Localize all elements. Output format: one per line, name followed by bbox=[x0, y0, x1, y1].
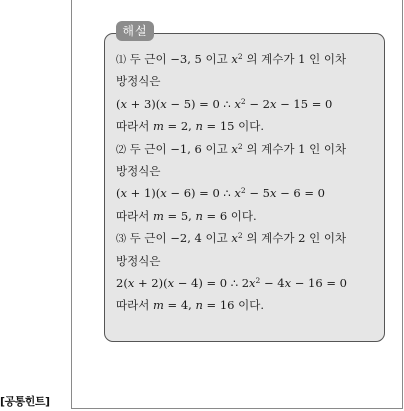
math-variable: m bbox=[152, 119, 164, 134]
line-text: 이다. bbox=[234, 298, 265, 313]
math-expression: 2( bbox=[116, 275, 128, 290]
solution-line bbox=[116, 272, 384, 294]
math-variable: x bbox=[234, 96, 241, 111]
math-variable: n bbox=[195, 119, 203, 134]
math-expression: −3, 5 bbox=[170, 52, 202, 66]
math-variable: x bbox=[234, 186, 241, 201]
exponent: 2 bbox=[240, 186, 246, 196]
line-text: 두 근이 bbox=[126, 52, 171, 66]
math-expression: − 2 bbox=[245, 96, 270, 111]
math-variable: x bbox=[231, 231, 238, 246]
item-number-marker: ⑴ bbox=[116, 55, 126, 66]
math-expression: − 5) = 0 ∴ bbox=[166, 96, 235, 111]
math-expression: + 2)( bbox=[134, 275, 168, 290]
math-expression: 2 bbox=[298, 231, 306, 246]
math-variable: x bbox=[167, 275, 175, 290]
solution-line bbox=[116, 227, 384, 249]
solution-line bbox=[116, 250, 384, 272]
math-expression: 1 bbox=[298, 52, 306, 66]
line-text: 따라서 bbox=[116, 298, 153, 313]
math-variable: x bbox=[249, 275, 256, 290]
item-number-marker: ⑶ bbox=[116, 234, 126, 246]
solution-line bbox=[116, 70, 384, 92]
math-variable: n bbox=[195, 298, 203, 313]
line-text: 의 계수가 bbox=[242, 52, 299, 66]
math-expression: = 5, bbox=[163, 208, 196, 223]
math-expression: + 1)( bbox=[127, 186, 161, 201]
math-variable: n bbox=[195, 208, 203, 223]
math-expression: −1, 6 bbox=[170, 141, 202, 156]
math-variable: x bbox=[120, 186, 127, 201]
math-expression: = 16 bbox=[202, 298, 235, 313]
math-variable: x bbox=[231, 141, 238, 156]
math-expression: = 2, bbox=[163, 119, 196, 134]
math-expression: − 4 bbox=[260, 275, 285, 290]
math-variable: x bbox=[127, 275, 135, 290]
exponent: 2 bbox=[237, 141, 243, 151]
math-expression: = 4, bbox=[163, 298, 196, 313]
math-variable: x bbox=[269, 186, 277, 201]
exponent: 2 bbox=[240, 96, 246, 106]
line-text: 인 이차 bbox=[305, 52, 347, 66]
solution-line bbox=[116, 48, 384, 70]
exponent: 2 bbox=[237, 52, 243, 61]
math-variable: m bbox=[152, 208, 164, 223]
math-expression: − 6) = 0 ∴ bbox=[166, 186, 235, 201]
math-expression: − 15 = 0 bbox=[276, 96, 333, 111]
line-text: 방정식은 bbox=[116, 253, 161, 268]
line-text: 두 근이 bbox=[126, 141, 171, 156]
math-expression: 1 bbox=[298, 141, 306, 156]
item-number-marker: ⑵ bbox=[116, 144, 126, 156]
common-hint-label: [공통힌트] bbox=[0, 395, 50, 408]
math-expression: = 6 bbox=[202, 208, 228, 223]
line-text: 방정식은 bbox=[116, 163, 161, 178]
solution-line bbox=[116, 93, 384, 115]
math-variable: x bbox=[269, 96, 277, 111]
solution-line bbox=[116, 160, 384, 182]
line-text: 따라서 bbox=[116, 119, 153, 134]
line-text: 이고 bbox=[201, 52, 232, 66]
solution-line bbox=[116, 205, 384, 227]
exponent: 2 bbox=[255, 275, 261, 285]
line-text: 이고 bbox=[201, 231, 232, 246]
line-text: 인 이차 bbox=[305, 141, 347, 156]
solution-line bbox=[116, 138, 384, 160]
math-expression: − 16 = 0 bbox=[291, 275, 347, 290]
math-variable: x bbox=[160, 186, 167, 201]
solution-content bbox=[116, 48, 384, 317]
line-text: 두 근이 bbox=[126, 231, 171, 246]
math-variable: x bbox=[120, 96, 127, 111]
line-text: 방정식은 bbox=[116, 74, 161, 89]
line-text: 의 계수가 bbox=[242, 141, 299, 156]
line-text: 따라서 bbox=[116, 208, 153, 223]
math-expression: ( bbox=[116, 96, 121, 111]
math-expression: −2, 4 bbox=[170, 231, 202, 246]
math-variable: x bbox=[284, 275, 292, 290]
line-text: 이고 bbox=[201, 141, 232, 156]
solution-line bbox=[116, 182, 384, 204]
math-expression: − 6 = 0 bbox=[276, 186, 325, 201]
solution-line bbox=[116, 115, 384, 137]
math-expression: − 4) = 0 ∴ 2 bbox=[174, 275, 250, 290]
math-variable: x bbox=[160, 96, 167, 111]
math-expression: = 15 bbox=[202, 119, 235, 134]
math-expression: ( bbox=[116, 186, 121, 201]
math-variable: m bbox=[152, 298, 164, 313]
line-text: 이다. bbox=[234, 119, 265, 134]
math-expression: + 3)( bbox=[127, 96, 161, 111]
math-expression: − 5 bbox=[245, 186, 270, 201]
line-text: 인 이차 bbox=[305, 231, 347, 246]
solution-tab-label: 해설 bbox=[116, 21, 154, 41]
line-text: 이다. bbox=[227, 208, 257, 223]
math-variable: x bbox=[231, 52, 238, 66]
line-text: 의 계수가 bbox=[242, 231, 299, 246]
exponent: 2 bbox=[237, 231, 243, 241]
solution-line bbox=[116, 294, 384, 316]
